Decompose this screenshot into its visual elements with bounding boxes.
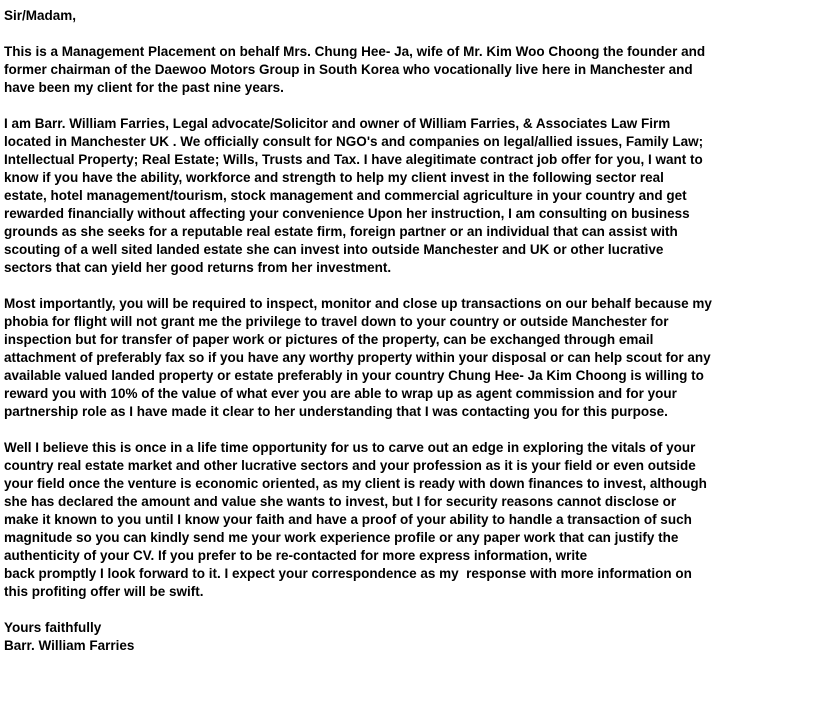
closing-block xyxy=(4,619,804,655)
paragraph-line: phobia for flight will not grant me the privilege to travel down to your country or outside Manchester for xyxy=(4,314,669,329)
paragraph-line: Well I believe this is once in a life time opportunity for us to carve out an edge in exploring the vitals of your xyxy=(4,440,696,455)
paragraph-line: make it known to you until I know your faith and have a proof of your ability to handle a transaction of such xyxy=(4,512,692,527)
paragraph-line: authenticity of your CV. If you prefer to be re-contacted for more express information, write xyxy=(4,548,588,563)
paragraph-2 xyxy=(4,115,804,277)
paragraph-line: scouting of a well sited landed estate she can invest into outside Manchester and UK or other lucrative xyxy=(4,242,664,257)
paragraph-line: attachment of preferably fax so if you have any worthy property within your disposal or can help scout for any xyxy=(4,350,711,365)
paragraph-line: estate, hotel management/tourism, stock management and commercial agriculture in your country and get xyxy=(4,188,687,203)
paragraph-line: back promptly I look forward to it. I expect your correspondence as my response with more information on xyxy=(4,566,692,581)
paragraph-line: this profiting offer will be swift. xyxy=(4,584,204,599)
paragraph-line: reward you with 10% of the value of what ever you are able to wrap up as agent commission and for your xyxy=(4,386,677,401)
paragraph-line: know if you have the ability, workforce and strength to help my client invest in the following sector real xyxy=(4,170,664,185)
paragraph-line: grounds as she seeks for a reputable real estate firm, foreign partner or an individual that can assist with xyxy=(4,224,678,239)
paragraph-1 xyxy=(4,43,804,97)
paragraph-line: partnership role as I have made it clear to her understanding that I was contacting you for this purpose. xyxy=(4,404,668,419)
paragraph-line: sectors that can yield her good returns from her investment. xyxy=(4,260,392,275)
paragraph-line: rewarded financially without affecting your convenience Upon her instruction, I am consulting on business xyxy=(4,206,690,221)
paragraph-3 xyxy=(4,295,804,421)
paragraph-line: have been my client for the past nine years. xyxy=(4,80,284,95)
salutation-line: Sir/Madam, xyxy=(4,8,77,23)
paragraph-line: your field once the venture is economic oriented, as my client is ready with down finances to invest, although xyxy=(4,476,707,491)
paragraph-line: Most importantly, you will be required to inspect, monitor and close up transactions on our behalf because my xyxy=(4,296,712,311)
paragraph-line: located in Manchester UK . We officially consult for NGO's and companies on legal/allied issues, Family Law; xyxy=(4,134,704,149)
paragraph-line: I am Barr. William Farries, Legal advocate/Solicitor and owner of William Farries, & Associates Law Firm xyxy=(4,116,671,131)
paragraph-line: country real estate market and other lucrative sectors and your profession as it is your field or even outside xyxy=(4,458,696,473)
paragraph-line: magnitude so you can kindly send me your work experience profile or any paper work that can justify the xyxy=(4,530,679,545)
paragraph-line: available valued landed property or estate preferably in your country Chung Hee- Ja Kim Choong is willing to xyxy=(4,368,704,383)
paragraph-line: Intellectual Property; Real Estate; Wills, Trusts and Tax. I have alegitimate contract job offer for you, I want to xyxy=(4,152,703,167)
letter-body xyxy=(4,7,804,655)
closing-line: Yours faithfully xyxy=(4,620,102,635)
paragraph-line: she has declared the amount and value she wants to invest, but I for security reasons cannot disclose or xyxy=(4,494,677,509)
signature-line: Barr. William Farries xyxy=(4,638,135,653)
salutation xyxy=(4,7,804,25)
paragraph-line: former chairman of the Daewoo Motors Group in South Korea who vocationally live here in Manchester and xyxy=(4,62,693,77)
paragraph-line: This is a Management Placement on behalf Mrs. Chung Hee- Ja, wife of Mr. Kim Woo Choong the founder and xyxy=(4,44,706,59)
paragraph-line: inspection but for transfer of paper work or pictures of the property, can be exchanged through email xyxy=(4,332,654,347)
paragraph-4 xyxy=(4,439,804,601)
